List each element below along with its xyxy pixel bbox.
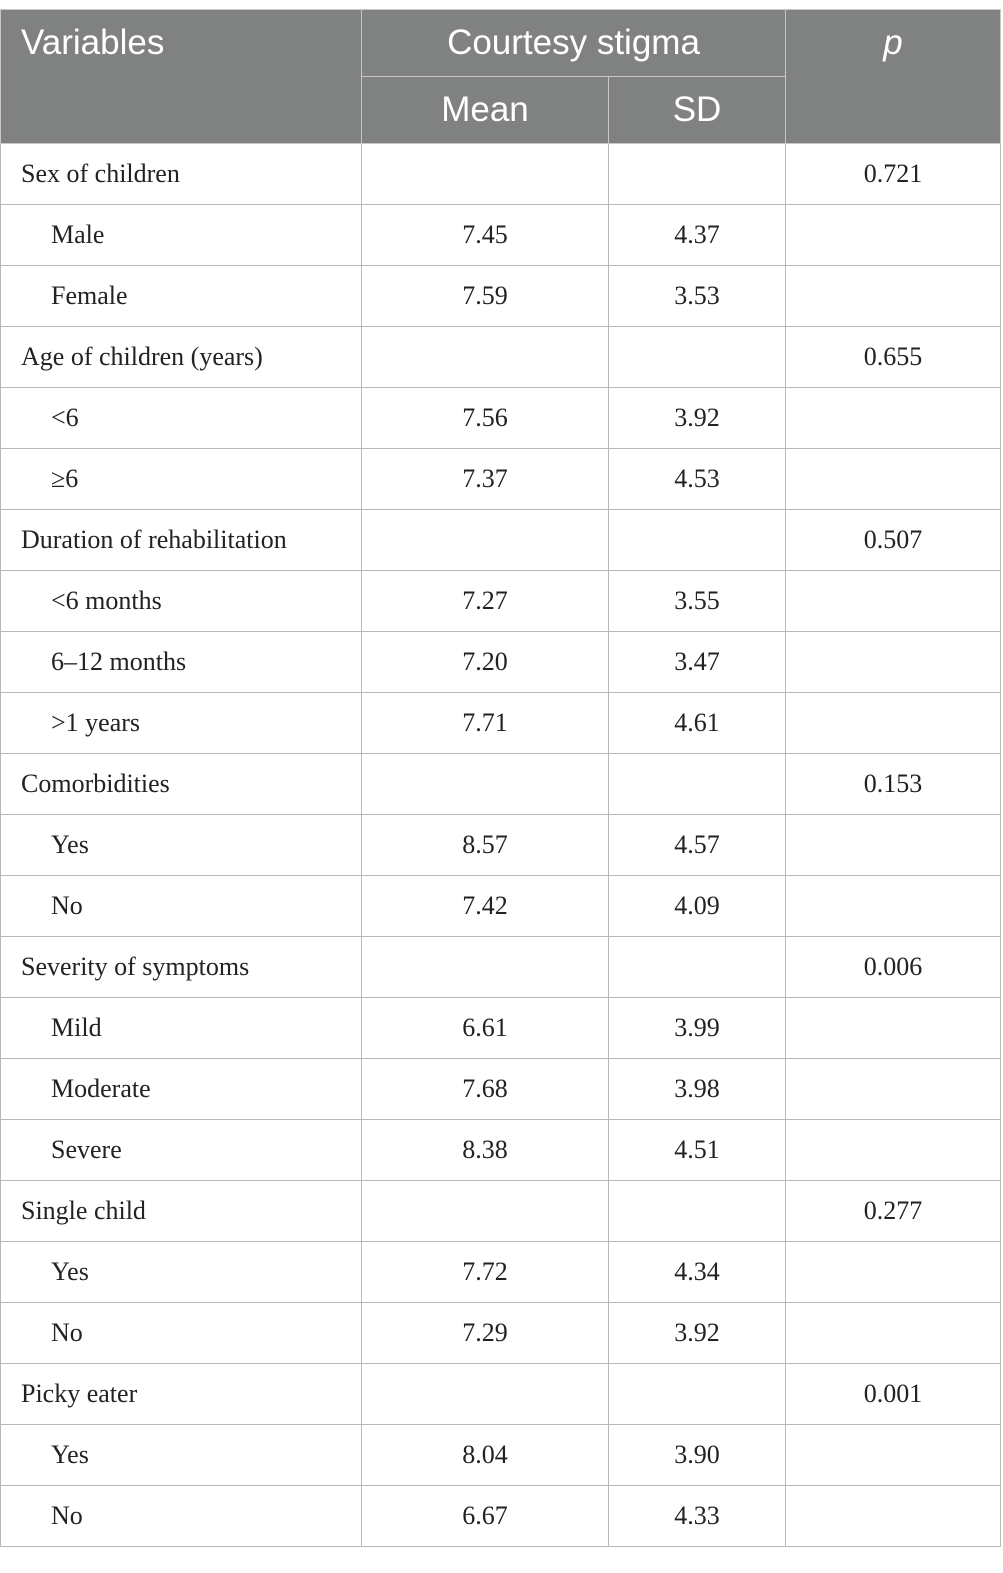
variable-cell: Age of children (years) [1, 327, 362, 388]
table-row [1, 1242, 1001, 1303]
p-value-cell [786, 1120, 1001, 1181]
mean-cell: 7.59 [362, 266, 609, 327]
variable-cell: No [1, 876, 362, 937]
sd-cell: 3.92 [609, 388, 786, 449]
table-row-category [1, 144, 1001, 205]
variable-cell: Severity of symptoms [1, 937, 362, 998]
p-value-cell [786, 449, 1001, 510]
table-row [1, 266, 1001, 327]
courtesy-stigma-table [0, 9, 1001, 1547]
variable-cell: Picky eater [1, 1364, 362, 1425]
header-p-value: p [786, 10, 1001, 144]
mean-cell: 7.56 [362, 388, 609, 449]
mean-cell [362, 144, 609, 205]
variable-cell: 6–12 months [1, 632, 362, 693]
header-sd: SD [609, 77, 786, 144]
table-row [1, 632, 1001, 693]
variable-cell: Yes [1, 815, 362, 876]
table-row [1, 1486, 1001, 1547]
mean-cell: 8.38 [362, 1120, 609, 1181]
table-row [1, 815, 1001, 876]
table-row [1, 1425, 1001, 1486]
sd-cell: 4.33 [609, 1486, 786, 1547]
p-value-cell [786, 632, 1001, 693]
mean-cell: 7.71 [362, 693, 609, 754]
mean-cell: 8.57 [362, 815, 609, 876]
mean-cell [362, 937, 609, 998]
sd-cell: 4.37 [609, 205, 786, 266]
table-row [1, 1303, 1001, 1364]
sd-cell: 3.98 [609, 1059, 786, 1120]
p-value-cell: 0.507 [786, 510, 1001, 571]
variable-cell: Comorbidities [1, 754, 362, 815]
table-row-category [1, 510, 1001, 571]
sd-cell: 3.53 [609, 266, 786, 327]
header-row-top [1, 10, 1001, 77]
mean-cell: 6.61 [362, 998, 609, 1059]
header-mean: Mean [362, 77, 609, 144]
sd-cell: 3.47 [609, 632, 786, 693]
sd-cell: 4.53 [609, 449, 786, 510]
mean-cell [362, 1364, 609, 1425]
sd-cell [609, 510, 786, 571]
table-body [1, 144, 1001, 1547]
mean-cell: 7.27 [362, 571, 609, 632]
variable-cell: Female [1, 266, 362, 327]
table-row [1, 876, 1001, 937]
variable-cell: Yes [1, 1425, 362, 1486]
mean-cell: 7.45 [362, 205, 609, 266]
p-value-cell [786, 1059, 1001, 1120]
p-value-cell: 0.001 [786, 1364, 1001, 1425]
header-variables: Variables [1, 10, 362, 144]
variable-cell: >1 years [1, 693, 362, 754]
p-value-cell: 0.006 [786, 937, 1001, 998]
sd-cell [609, 937, 786, 998]
p-value-cell [786, 998, 1001, 1059]
variable-cell: Duration of rehabilitation [1, 510, 362, 571]
table-row [1, 388, 1001, 449]
table-row [1, 449, 1001, 510]
sd-cell: 3.99 [609, 998, 786, 1059]
sd-cell: 4.61 [609, 693, 786, 754]
p-value-cell [786, 1486, 1001, 1547]
mean-cell [362, 327, 609, 388]
sd-cell [609, 754, 786, 815]
sd-cell: 4.51 [609, 1120, 786, 1181]
table-row [1, 998, 1001, 1059]
table-row-category [1, 327, 1001, 388]
mean-cell: 8.04 [362, 1425, 609, 1486]
table-row-category [1, 937, 1001, 998]
p-value-cell: 0.277 [786, 1181, 1001, 1242]
sd-cell: 3.90 [609, 1425, 786, 1486]
mean-cell: 7.72 [362, 1242, 609, 1303]
variable-cell: Male [1, 205, 362, 266]
sd-cell: 3.55 [609, 571, 786, 632]
p-value-cell [786, 1242, 1001, 1303]
p-value-cell [786, 571, 1001, 632]
variable-cell: Mild [1, 998, 362, 1059]
mean-cell [362, 1181, 609, 1242]
variable-cell: <6 months [1, 571, 362, 632]
table-row-category [1, 754, 1001, 815]
p-value-cell [786, 693, 1001, 754]
table-header [1, 10, 1001, 144]
table-row-category [1, 1181, 1001, 1242]
p-value-cell [786, 876, 1001, 937]
table-row [1, 1059, 1001, 1120]
p-value-cell [786, 388, 1001, 449]
variable-cell: Sex of children [1, 144, 362, 205]
table-row [1, 693, 1001, 754]
variable-cell: Yes [1, 1242, 362, 1303]
sd-cell: 4.34 [609, 1242, 786, 1303]
table-row [1, 1120, 1001, 1181]
mean-cell: 7.68 [362, 1059, 609, 1120]
table-row [1, 571, 1001, 632]
variable-cell: Moderate [1, 1059, 362, 1120]
variable-cell: Single child [1, 1181, 362, 1242]
p-value-cell: 0.655 [786, 327, 1001, 388]
p-value-cell [786, 205, 1001, 266]
mean-cell: 7.37 [362, 449, 609, 510]
mean-cell: 7.29 [362, 1303, 609, 1364]
table-row-category [1, 1364, 1001, 1425]
sd-cell: 4.57 [609, 815, 786, 876]
variable-cell: <6 [1, 388, 362, 449]
sd-cell: 3.92 [609, 1303, 786, 1364]
p-value-cell [786, 266, 1001, 327]
header-courtesy-stigma: Courtesy stigma [362, 10, 786, 77]
p-value-cell [786, 1425, 1001, 1486]
variable-cell: ≥6 [1, 449, 362, 510]
sd-cell [609, 327, 786, 388]
p-value-cell: 0.153 [786, 754, 1001, 815]
sd-cell [609, 144, 786, 205]
p-value-cell [786, 1303, 1001, 1364]
p-value-cell [786, 815, 1001, 876]
mean-cell [362, 754, 609, 815]
sd-cell: 4.09 [609, 876, 786, 937]
sd-cell [609, 1181, 786, 1242]
variable-cell: No [1, 1303, 362, 1364]
variable-cell: Severe [1, 1120, 362, 1181]
mean-cell: 7.42 [362, 876, 609, 937]
variable-cell: No [1, 1486, 362, 1547]
p-value-cell: 0.721 [786, 144, 1001, 205]
mean-cell: 7.20 [362, 632, 609, 693]
mean-cell [362, 510, 609, 571]
sd-cell [609, 1364, 786, 1425]
mean-cell: 6.67 [362, 1486, 609, 1547]
table-row [1, 205, 1001, 266]
